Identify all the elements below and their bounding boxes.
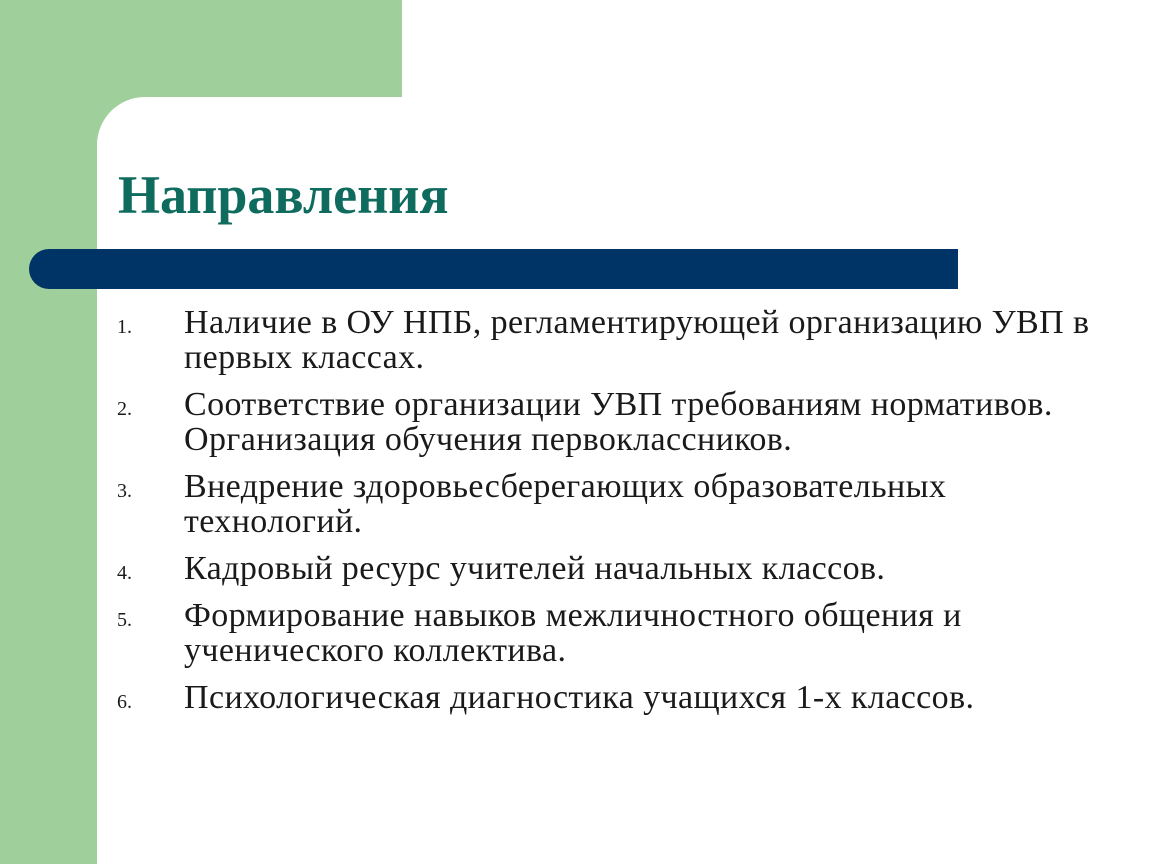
list-item-number: 2. (117, 398, 132, 420)
slide-title: Направления (118, 165, 449, 225)
list-item (117, 469, 1127, 539)
list-item-text: Кадровый ресурс учителей начальных классов. (184, 550, 886, 587)
list-item (117, 598, 1127, 668)
list-item (117, 387, 1127, 457)
list-item-text: Соответствие организации УВП требованиям нормативов. Организация обучения первоклассников. (184, 386, 1053, 458)
list-item-text: Наличие в ОУ НПБ, регламентирующей организацию УВП в первых классах. (184, 304, 1090, 376)
green-top-band (0, 0, 402, 97)
list-item-number: 4. (117, 562, 132, 584)
list-item (117, 680, 1127, 715)
list-item-text: Внедрение здоровьесберегающих образовательных технологий. (184, 468, 947, 540)
title-underline-bar (29, 249, 958, 289)
list-item (117, 551, 1127, 586)
list-item (117, 305, 1127, 375)
list-item-text: Формирование навыков межличностного общения и ученического коллектива. (184, 597, 962, 669)
list-item-number: 1. (117, 316, 132, 338)
directions-list (117, 305, 1127, 727)
list-item-number: 6. (117, 691, 132, 713)
list-item-number: 5. (117, 609, 132, 631)
green-left-band (0, 0, 97, 864)
list-item-number: 3. (117, 480, 132, 502)
list-item-text: Психологическая диагностика учащихся 1-х классов. (184, 679, 975, 716)
